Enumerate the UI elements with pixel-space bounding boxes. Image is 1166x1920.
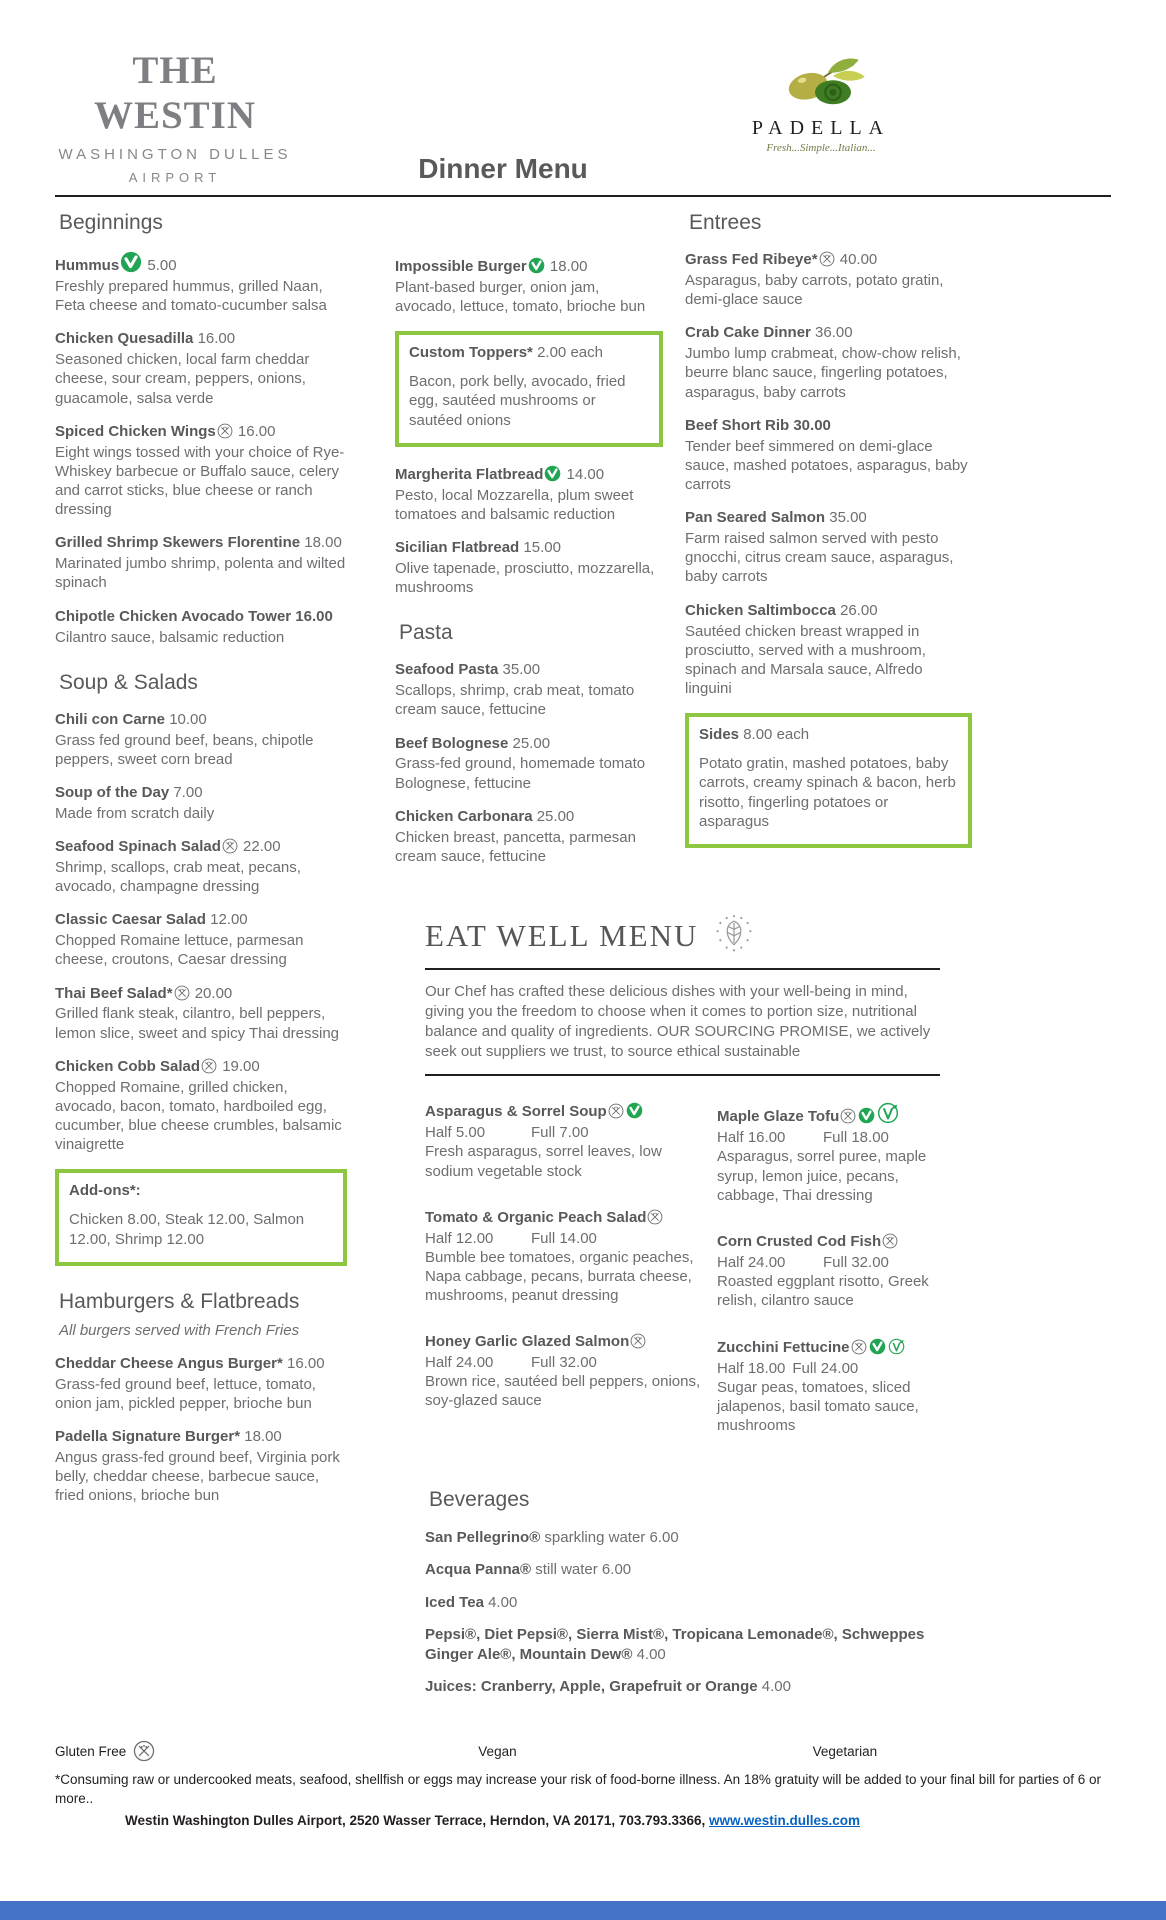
highlight-box xyxy=(55,1169,347,1265)
item-name-line xyxy=(55,911,347,930)
beverage-detail: 4.00 xyxy=(636,1645,666,1663)
menu-item xyxy=(425,1209,701,1305)
item-price: 25.00 xyxy=(512,734,551,752)
eat-well-leaf-icon xyxy=(714,913,754,958)
item-name: Margherita Flatbread xyxy=(395,465,544,483)
gf-icon xyxy=(851,1339,867,1355)
item-description: Eight wings tossed with your choice of Rye-Whiskey barbecue or Buffalo sauce, celery and carrot sticks, blue cheese or ranch dressing xyxy=(55,443,345,519)
item-name: Seafood Pasta xyxy=(395,661,499,679)
item-name: Sicilian Flatbread xyxy=(395,538,520,556)
eat-well-title: EAT WELL MENU xyxy=(425,917,699,953)
item-name-line xyxy=(425,1102,701,1122)
menu-item xyxy=(55,1428,347,1505)
item-description: Chopped Romaine lettuce, parmesan cheese, croutons, Caesar dressing xyxy=(55,932,304,969)
item-description: Brown rice, sautéed bell peppers, onions, soy-glazed sauce xyxy=(425,1373,701,1410)
columns-top xyxy=(395,211,1111,881)
beverage-item xyxy=(425,1677,955,1697)
gf-icon xyxy=(174,985,190,1001)
vegetarian-icon xyxy=(626,1102,643,1119)
half-price: Half 16.00 xyxy=(717,1129,786,1147)
item-description: Bacon, pork belly, avocado, fried egg, sautéed mushrooms or sautéed onions xyxy=(409,373,626,429)
item-price: 15.00 xyxy=(523,538,561,556)
beverage-item xyxy=(425,1560,955,1580)
item-name: Beef Bolognese xyxy=(395,734,509,752)
item-price: 18.00 xyxy=(244,1428,282,1446)
item-name-line xyxy=(717,1338,940,1358)
item-name-line xyxy=(55,1058,347,1077)
item-name: Beef Short Rib 30.00 xyxy=(685,416,831,434)
westin-logo-line2: WASHINGTON DULLES xyxy=(58,146,292,163)
gluten-free-icon xyxy=(133,1740,155,1762)
item-name: Chipotle Chicken Avocado Tower 16.00 xyxy=(55,607,333,625)
item-description: Olive tapenade, prosciutto, mozzarella, mushrooms xyxy=(395,559,655,597)
item-price: 18.00 xyxy=(549,258,588,275)
item-name-line xyxy=(717,1233,940,1252)
menu-item xyxy=(685,602,972,699)
menu-item xyxy=(395,808,663,866)
menu-item xyxy=(55,423,347,520)
item-description: Roasted eggplant risotto, Greek relish, cilantro sauce xyxy=(717,1272,929,1309)
eat-well-right-column xyxy=(717,1102,940,1463)
vegetarian-icon xyxy=(544,465,561,482)
menu-item xyxy=(395,735,663,793)
address-line xyxy=(125,1813,1140,1828)
left-column xyxy=(55,211,347,1710)
item-name-line xyxy=(717,1102,940,1127)
item-name: Seafood Spinach Salad xyxy=(55,838,221,856)
half-price: Half 18.00 xyxy=(717,1360,786,1378)
right-area xyxy=(395,211,1111,1710)
menu-item xyxy=(395,465,663,524)
beverage-detail: 4.00 xyxy=(761,1678,791,1696)
menu-item xyxy=(55,838,347,896)
item-description: Farm raised salmon served with pesto gnocchi, citrus cream sauce, asparagus, baby carrots xyxy=(685,530,954,586)
item-name: Padella Signature Burger* xyxy=(55,1428,241,1446)
padella-logo xyxy=(741,52,901,154)
item-name-line xyxy=(685,602,972,621)
item-description: Chopped Romaine, grilled chicken, avocado, bacon, tomato, hardboiled egg, cucumber, blue cheese crumbles, balsamic vinaigrette xyxy=(55,1078,342,1154)
vegan-icon xyxy=(888,1338,905,1355)
item-name-line xyxy=(55,838,347,857)
menu-item xyxy=(55,985,347,1043)
item-description: Made from scratch daily xyxy=(55,804,215,822)
item-name: Chicken Cobb Salad xyxy=(55,1057,201,1075)
full-price: Full 24.00 xyxy=(792,1360,859,1378)
menu-item xyxy=(425,1333,701,1410)
header-rule xyxy=(55,195,1111,197)
menu-item xyxy=(55,911,347,969)
item-name-line xyxy=(55,534,347,553)
section-note: All burgers served with French Fries xyxy=(59,1321,300,1339)
menu-item xyxy=(55,534,347,592)
item-name: Impossible Burger xyxy=(395,258,527,275)
item-description: Freshly prepared hummus, grilled Naan, Feta cheese and tomato-cucumber salsa xyxy=(55,277,327,315)
legend-gluten-free-label: Gluten Free xyxy=(55,1743,127,1759)
half-price: Half 24.00 xyxy=(425,1354,494,1372)
vegan-icon xyxy=(877,1102,899,1124)
full-price: Full 32.00 xyxy=(823,1253,889,1271)
item-description: Grass-fed ground beef, lettuce, tomato, onion jam, pickled pepper, brioche bun xyxy=(55,1375,316,1412)
menu-item xyxy=(55,711,347,769)
vegetarian-icon xyxy=(120,251,142,273)
item-name: Soup of the Day xyxy=(55,783,170,801)
westin-logo-line1: THE WESTIN xyxy=(93,49,257,137)
gf-icon xyxy=(608,1103,624,1119)
menu-item xyxy=(55,251,347,315)
beverage-detail: 4.00 xyxy=(488,1593,518,1611)
item-price: 2.00 each xyxy=(537,344,603,362)
section-heading: Hamburgers & Flatbreads xyxy=(59,1289,300,1313)
item-name-line xyxy=(55,423,347,442)
vegetarian-icon xyxy=(858,1107,875,1124)
item-price: 5.00 xyxy=(147,257,177,274)
item-name: Honey Garlic Glazed Salmon xyxy=(425,1333,630,1351)
menu-item xyxy=(685,509,972,586)
half-full-prices xyxy=(717,1360,940,1377)
item-description: Plant-based burger, onion jam, avocado, lettuce, tomato, brioche bun xyxy=(395,278,646,316)
full-price: Full 14.00 xyxy=(531,1229,597,1247)
item-name-line xyxy=(55,608,347,627)
item-description: Bumble bee tomatoes, organic peaches, Napa cabbage, pecans, burrata cheese, mushrooms, peanut dressing xyxy=(425,1248,694,1304)
eat-well-section xyxy=(395,913,940,1464)
menu-item xyxy=(717,1338,940,1435)
section-heading: Beginnings xyxy=(59,211,163,234)
item-price: 35.00 xyxy=(829,509,867,527)
half-price: Half 12.00 xyxy=(425,1229,494,1247)
item-description: Shrimp, scallops, crab meat, pecans, avocado, champagne dressing xyxy=(55,858,301,896)
item-name-line xyxy=(395,257,663,277)
brand-name: PADELLA xyxy=(751,117,891,139)
item-name: Custom Toppers* xyxy=(409,344,533,362)
full-price: Full 7.00 xyxy=(531,1124,589,1142)
beverage-item xyxy=(425,1593,955,1613)
item-price: 20.00 xyxy=(194,984,233,1002)
item-price: 18.00 xyxy=(304,534,342,552)
middle-column xyxy=(395,211,663,881)
item-price: 36.00 xyxy=(815,324,853,342)
header xyxy=(55,42,1111,185)
half-full-prices xyxy=(425,1230,701,1247)
legend-gluten-free xyxy=(55,1740,156,1762)
menu-item xyxy=(685,251,972,309)
item-price: 10.00 xyxy=(169,710,207,728)
item-description: Pesto, local Mozzarella, plum sweet tomatoes and balsamic reduction xyxy=(395,486,634,523)
item-description: Sautéed chicken breast wrapped in prosciutto, served with a mushroom, spinach and Marsala sauce, Alfredo linguini xyxy=(685,622,926,698)
eat-well-header xyxy=(425,913,940,958)
menu-item xyxy=(717,1233,940,1310)
item-price: 25.00 xyxy=(536,807,575,825)
item-name: Spiced Chicken Wings xyxy=(55,422,216,440)
item-name: Zucchini Fettucine xyxy=(717,1339,850,1357)
gf-icon xyxy=(840,1108,856,1124)
section-heading: Soup & Salads xyxy=(59,670,198,694)
item-name-line xyxy=(395,539,663,558)
item-name: Thai Beef Salad* xyxy=(55,984,173,1002)
beverage-name: Acqua Panna® xyxy=(425,1561,532,1579)
item-name-line xyxy=(55,985,347,1004)
brand-tagline: Fresh...Simple...Italian... xyxy=(766,142,876,154)
item-name: Cheddar Cheese Angus Burger* xyxy=(55,1354,283,1372)
item-price: 26.00 xyxy=(840,601,878,619)
eat-well-intro: Our Chef has crafted these delicious dishes with your well-being in mind, giving you the freedom to choose when it comes to portion size, nutritional balance and quality of ingredients. OUR SOURCING PROMISE, we actively seek out suppliers we trust, to source ethical sustainable xyxy=(425,968,940,1076)
item-price: 16.00 xyxy=(237,422,276,440)
item-name-line xyxy=(685,324,972,343)
item-description: Grass-fed ground, homemade tomato Bolognese, fettucine xyxy=(395,755,646,792)
item-description: Fresh asparagus, sorrel leaves, low sodium vegetable stock xyxy=(425,1143,662,1180)
gf-icon xyxy=(882,1233,898,1249)
item-name: Chicken Saltimbocca xyxy=(685,601,836,619)
item-name-line xyxy=(699,726,958,745)
item-description: Marinated jumbo shrimp, polenta and wilted spinach xyxy=(55,555,346,592)
menu-item xyxy=(55,1058,347,1155)
half-full-prices xyxy=(717,1254,940,1271)
page-title: Dinner Menu xyxy=(418,153,588,184)
menu-item xyxy=(395,661,663,719)
eat-well-columns xyxy=(425,1102,940,1463)
vegetarian-icon xyxy=(528,257,545,274)
item-description: Chicken 8.00, Steak 12.00, Salmon 12.00, Shrimp 12.00 xyxy=(69,1211,305,1248)
menu-item xyxy=(55,784,347,823)
page-footer xyxy=(55,1740,1140,1828)
item-name-line xyxy=(69,1182,333,1201)
half-full-prices xyxy=(425,1124,701,1141)
menu-item xyxy=(425,1102,701,1180)
gf-icon xyxy=(647,1209,663,1225)
item-name: Hummus xyxy=(55,257,120,274)
title-wrap xyxy=(295,153,741,185)
item-description: Tender beef simmered on demi-glace sauce, mashed potatoes, asparagus, baby carrots xyxy=(685,437,968,493)
item-name-line xyxy=(395,735,663,754)
olives-icon xyxy=(769,99,873,116)
item-price: 35.00 xyxy=(502,661,541,679)
item-name-line xyxy=(55,330,347,349)
legend-vegan-label: Vegan xyxy=(478,1743,517,1759)
item-name-line xyxy=(395,465,663,485)
item-name-line xyxy=(425,1209,701,1228)
entrees-column xyxy=(685,211,972,881)
menu-item xyxy=(55,1355,347,1413)
item-price: 14.00 xyxy=(566,465,605,483)
menu-item xyxy=(55,608,347,647)
item-description: Chicken breast, pancetta, parmesan cream sauce, fettucine xyxy=(395,828,636,865)
legend-vegetarian-label: Vegetarian xyxy=(812,1743,878,1759)
half-price: Half 5.00 xyxy=(425,1124,486,1142)
menu-item xyxy=(395,257,663,316)
menu-item xyxy=(395,539,663,597)
beverage-name: San Pellegrino® xyxy=(425,1528,541,1546)
item-name: Pan Seared Salmon xyxy=(685,509,826,527)
item-name-line xyxy=(55,1428,347,1447)
item-price: 12.00 xyxy=(210,911,248,929)
legend-vegetarian xyxy=(813,1744,886,1759)
item-name: Maple Glaze Tofu xyxy=(717,1108,840,1126)
item-name: Grass Fed Ribeye* xyxy=(685,251,818,268)
item-description: Grilled flank steak, cilantro, bell peppers, lemon slice, sweet and spicy Thai dressing xyxy=(55,1005,340,1042)
item-name: Asparagus & Sorrel Soup xyxy=(425,1103,607,1121)
beverage-item xyxy=(425,1528,955,1548)
item-description: Angus grass-fed ground beef, Virginia pork belly, cheddar cheese, barbecue sauce, fried onions, brioche bun xyxy=(55,1448,340,1505)
menu-body xyxy=(55,211,1111,1710)
vegetarian-icon xyxy=(869,1338,886,1355)
gf-icon xyxy=(630,1333,646,1349)
beverage-detail: still water 6.00 xyxy=(535,1561,632,1579)
gf-icon xyxy=(819,251,835,267)
item-price: 40.00 xyxy=(839,251,878,268)
menu-item xyxy=(685,417,972,494)
item-description: Asparagus, baby carrots, potato gratin, demi-glace sauce xyxy=(685,271,944,309)
item-name-line xyxy=(409,344,649,363)
item-description: Seasoned chicken, local farm cheddar cheese, sour cream, peppers, onions, guacamole, salsa verde xyxy=(55,351,310,407)
westin-logo-line3: AIRPORT xyxy=(128,170,222,185)
item-name: Corn Crusted Cod Fish xyxy=(717,1232,882,1250)
item-name-line xyxy=(55,711,347,730)
eat-well-left-column xyxy=(425,1102,701,1463)
item-price: 8.00 each xyxy=(743,726,810,744)
item-price: 16.00 xyxy=(287,1354,325,1372)
item-price: 19.00 xyxy=(222,1057,260,1075)
item-name-line xyxy=(55,1355,347,1374)
beverages-section xyxy=(395,1488,955,1697)
beverage-name: Juices: Cranberry, Apple, Grapefruit or Orange xyxy=(425,1678,758,1696)
item-name: Crab Cake Dinner xyxy=(685,324,811,342)
item-name: Sides xyxy=(699,726,740,744)
half-full-prices xyxy=(717,1129,940,1146)
half-full-prices xyxy=(425,1354,701,1371)
bottom-blue-bar xyxy=(0,1901,1166,1920)
legend-vegan xyxy=(478,1744,524,1759)
westin-logo xyxy=(55,42,295,185)
item-name-line xyxy=(425,1333,701,1352)
item-name: Tomato & Organic Peach Salad xyxy=(425,1208,647,1226)
half-price: Half 24.00 xyxy=(717,1253,786,1271)
menu-item xyxy=(685,324,972,401)
item-price: 7.00 xyxy=(173,783,203,801)
gf-icon xyxy=(201,1058,217,1074)
item-name-line xyxy=(395,808,663,827)
website-link[interactable]: www.westin.dulles.com xyxy=(709,1813,861,1828)
item-name-line xyxy=(395,661,663,680)
item-description: Asparagus, sorrel puree, maple syrup, lemon juice, pecans, cabbage, Thai dressing xyxy=(717,1148,927,1204)
section-heading: Beverages xyxy=(429,1487,530,1511)
item-description: Scallops, shrimp, crab meat, tomato cream sauce, fettucine xyxy=(395,682,635,719)
section-heading: Pasta xyxy=(399,621,453,645)
item-name-line xyxy=(685,251,972,270)
full-price: Full 32.00 xyxy=(531,1354,597,1372)
item-name: Chicken Carbonara xyxy=(395,807,533,825)
highlight-box xyxy=(685,713,972,848)
full-price: Full 18.00 xyxy=(823,1129,889,1147)
item-name-line xyxy=(55,251,347,276)
highlight-box xyxy=(395,331,663,446)
item-name-line xyxy=(55,784,347,803)
item-name-line xyxy=(685,417,972,436)
beverage-detail: sparkling water 6.00 xyxy=(544,1528,679,1546)
item-description: Grass fed ground beef, beans, chipotle peppers, sweet corn bread xyxy=(55,731,314,768)
address-text: Westin Washington Dulles Airport, 2520 Wasser Terrace, Herndon, VA 20171, 703.793.3366, xyxy=(125,1813,706,1828)
item-description: Jumbo lump crabmeat, chow-chow relish, beurre blanc sauce, fingerling potatoes, asparagus, baby carrots xyxy=(685,345,961,401)
beverage-name: Iced Tea xyxy=(425,1593,484,1611)
item-name: Add-ons*: xyxy=(69,1182,141,1200)
menu-item xyxy=(55,330,347,407)
item-name-line xyxy=(685,509,972,528)
beverage-item xyxy=(425,1625,955,1664)
section-heading: Entrees xyxy=(689,211,762,234)
item-price: 16.00 xyxy=(197,330,236,348)
item-price: 22.00 xyxy=(243,838,281,856)
menu-item xyxy=(717,1102,940,1204)
item-description: Cilantro sauce, balsamic reduction xyxy=(55,628,285,646)
gf-icon xyxy=(217,423,233,439)
item-description: Sugar peas, tomatoes, sliced jalapenos, basil tomato sauce, mushrooms xyxy=(717,1379,919,1435)
gf-icon xyxy=(222,838,238,854)
beverage-name: Pepsi®, Diet Pepsi®, Sierra Mist®, Tropicana Lemonade®, Schweppes Ginger Ale®, Mountain Dew® xyxy=(425,1626,925,1663)
item-name: Grilled Shrimp Skewers Florentine xyxy=(55,534,301,552)
dietary-legend xyxy=(55,1740,1140,1762)
item-description: Potato gratin, mashed potatoes, baby carrots, creamy spinach & bacon, herb risotto, fingerling potatoes or asparagus xyxy=(699,755,956,830)
item-name: Classic Caesar Salad xyxy=(55,911,206,929)
disclaimer-text: *Consuming raw or undercooked meats, seafood, shellfish or eggs may increase your risk of food-borne illness. An 18% gratuity will be added to your final bill for parties of 6 or more.. xyxy=(55,1772,1102,1807)
item-name: Chili con Carne xyxy=(55,710,166,728)
item-name: Chicken Quesadilla xyxy=(55,330,194,348)
